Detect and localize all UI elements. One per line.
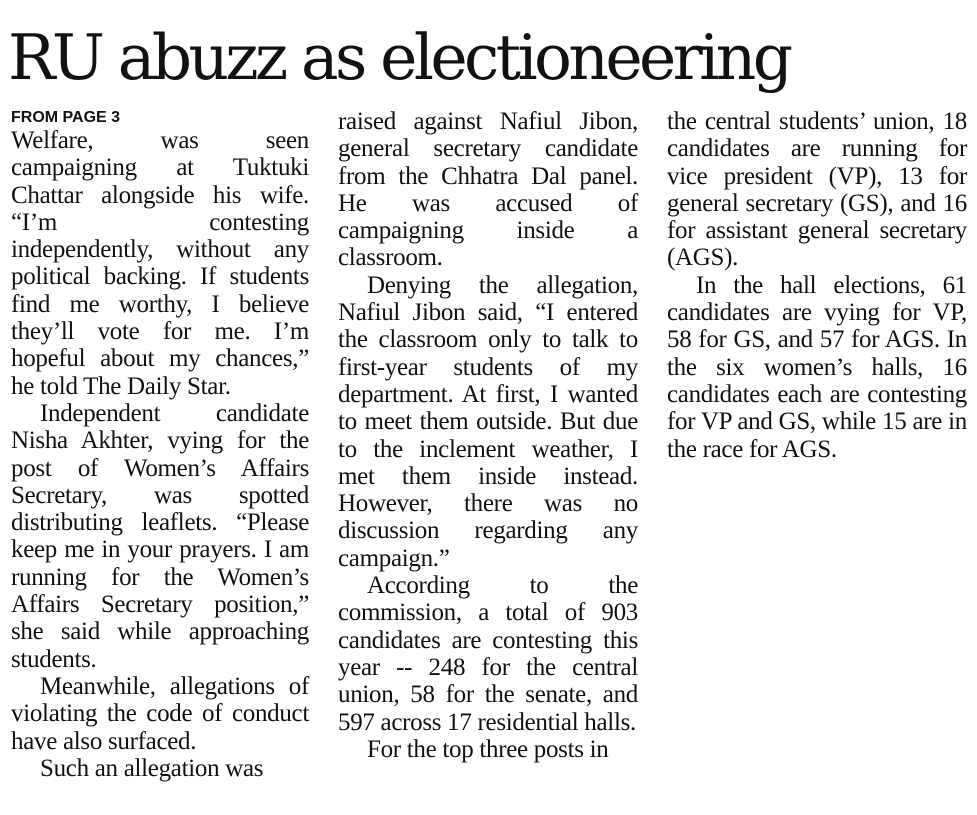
article-column-2: [338, 108, 638, 763]
paragraph: Denying the allegation, Nafiul Jibon said, “I entered the classroom only to talk to first-year students of my department. At first, I wanted to meet them outside. But due to the inclement weather, I met them inside instead. However, there was no discussion regarding any campaign.”: [338, 271, 638, 572]
paragraph: According to the commission, a total of 903 candidates are contesting this year -- 248 for the central union, 58 for the senate, and 597 across 17 residential halls.: [338, 572, 638, 736]
paragraph: Independent candidate Nisha Akhter, vying for the post of Women’s Affairs Secretary, was spotted distributing leaflets. “Please keep me in your prayers. I am running for the Women’s Affairs Secretary position,” she said while approaching students.: [11, 399, 309, 673]
paragraph: Welfare, was seen campaigning at Tuktuki Chattar alongside his wife. “I’m contesting independently, without any political backing. If students find me worthy, I believe they’ll vote for me. I’m hopeful about my chances,” he told The Daily Star.: [11, 127, 309, 400]
headline: RU abuzz as electioneering: [8, 21, 790, 94]
article-column-3: [667, 108, 967, 463]
paragraph: For the top three posts in: [367, 735, 609, 763]
paragraph: raised against Nafiul Jibon, general secretary candidate from the Chhatra Dal panel. He was accused of campaigning inside a classroom.: [338, 108, 638, 272]
article-column-1: [11, 108, 309, 782]
paragraph: Meanwhile, allegations of violating the code of conduct have also surfaced.: [11, 672, 309, 755]
paragraph: In the hall elections, 61 candidates are vying for VP, 58 for GS, and 57 for AGS. In the six women’s halls, 16 candidates each are contesting for VP and GS, while 15 are in the race for AGS.: [667, 271, 967, 463]
paragraph: the central students’ union, 18 candidates are running for vice president (VP), 13 for general secretary (GS), and 16 for assistant general secretary (AGS).: [667, 108, 967, 272]
paragraph: Such an allegation was: [40, 754, 264, 782]
continuation-kicker: FROM PAGE 3: [11, 109, 121, 126]
